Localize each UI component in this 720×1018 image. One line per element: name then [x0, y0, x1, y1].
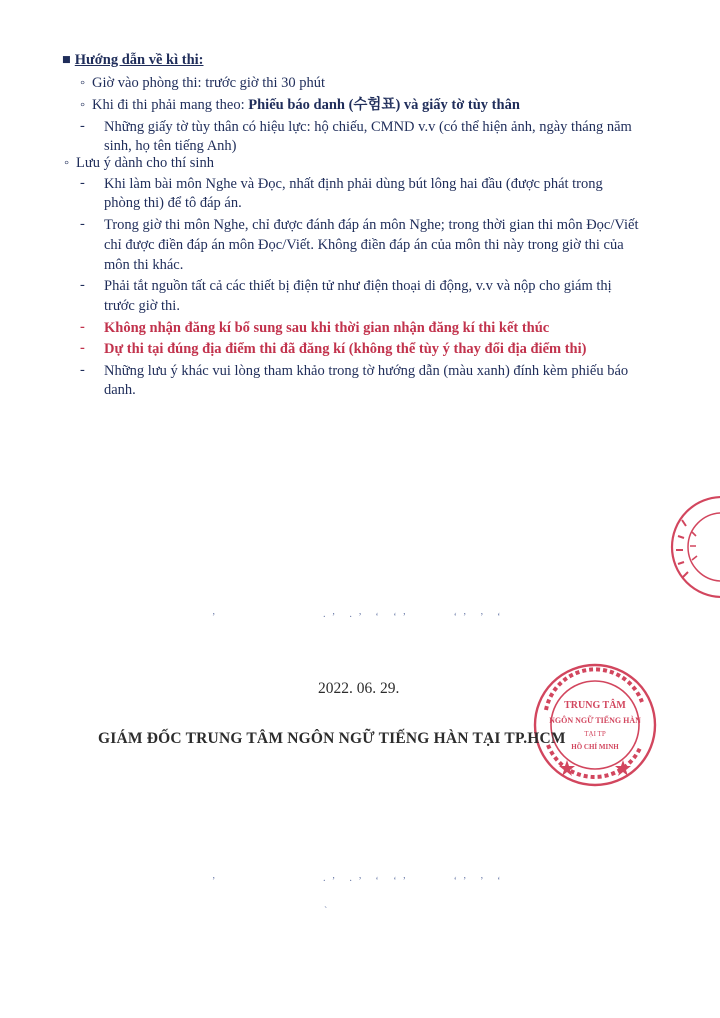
official-seal-stamp: [530, 660, 660, 790]
dash-bullet-icon: -: [80, 118, 85, 134]
entry-time-text: Giờ vào phòng thi: trước giờ thi 30 phút: [92, 75, 326, 91]
id-valid-line2: sinh, họ tên tiếng Anh): [104, 138, 237, 154]
dash-bullet-icon: -: [80, 277, 85, 293]
svg-text:TẠI TP: TẠI TP: [584, 730, 606, 738]
scan-speck: `: [324, 906, 328, 917]
dash-bullet-icon: -: [80, 319, 85, 335]
document-date: 2022. 06. 29.: [318, 680, 400, 697]
scan-specks: ’ ·’ ·’ ‘ ‘’ ‘’ ’ ‘: [212, 612, 507, 623]
circle-bullet-icon: ◦: [80, 75, 86, 91]
director-title: GIÁM ĐỐC TRUNG TÂM NGÔN NGỮ TIẾNG HÀN TẠI TP.HCM: [98, 730, 566, 747]
dash-bullet-icon: -: [80, 216, 85, 232]
svg-text:NGÔN NGỮ TIẾNG HÀN: NGÔN NGỮ TIẾNG HÀN: [549, 716, 641, 725]
note1-line1: Khi làm bài môn Nghe và Đọc, nhất định phải dùng bút lông hai đầu (được phát trong: [104, 176, 603, 192]
note6-line2: danh.: [104, 382, 136, 398]
notes-title: Lưu ý dành cho thí sinh: [76, 155, 214, 171]
svg-text:TRUNG TÂM: TRUNG TÂM: [564, 700, 626, 711]
dash-bullet-icon: -: [80, 362, 85, 378]
note2-line2: chỉ được điền đáp án môn Đọc/Viết. Không điền đáp án của môn thi này trong giờ thi của: [104, 237, 624, 253]
note5-highlight: Dự thi tại đúng địa điểm thi đã đăng kí (không thể tùy ý thay đổi địa điểm thi): [104, 341, 587, 357]
circle-bullet-icon: ◦: [80, 97, 86, 113]
heading-title: Hướng dẫn về kì thi:: [74, 52, 204, 68]
exam-guide-heading: [62, 52, 204, 69]
id-valid-line1: Những giấy tờ tùy thân có hiệu lực: hộ chiếu, CMND v.v (có thể hiện ảnh, ngày tháng năm: [104, 119, 632, 135]
square-bullet-icon: ■: [62, 52, 71, 68]
scan-specks: ’ ·’ ·’ ‘ ‘’ ‘’ ’ ‘: [212, 876, 507, 887]
dash-bullet-icon: -: [80, 175, 85, 191]
note4-highlight: Không nhận đăng kí bổ sung sau khi thời gian nhận đăng kí thi kết thúc: [104, 320, 550, 336]
note2-line3: môn thi khác.: [104, 257, 184, 273]
note3-line1: Phải tắt nguồn tất cả các thiết bị điện tử như điện thoại di động, v.v và nộp cho giám thị: [104, 278, 612, 294]
dash-bullet-icon: -: [80, 340, 85, 356]
note1-line2: phòng thi) để tô đáp án.: [104, 195, 242, 211]
bring-items-text: Khi đi thi phải mang theo: Phiếu báo danh (수험표) và giấy tờ tùy thân: [92, 97, 520, 113]
note3-line2: trước giờ thi.: [104, 298, 180, 314]
svg-text:HỒ CHÍ MINH: HỒ CHÍ MINH: [571, 743, 619, 751]
partial-seal-stamp: [660, 492, 720, 602]
circle-bullet-icon: ◦: [64, 155, 70, 171]
note6-line1: Những lưu ý khác vui lòng tham khảo trong tờ hướng dẫn (màu xanh) đính kèm phiếu báo: [104, 363, 629, 379]
note2-line1: Trong giờ thi môn Nghe, chỉ được đánh đáp án môn Nghe; trong thời gian thi môn Đọc/Viết: [104, 217, 639, 233]
